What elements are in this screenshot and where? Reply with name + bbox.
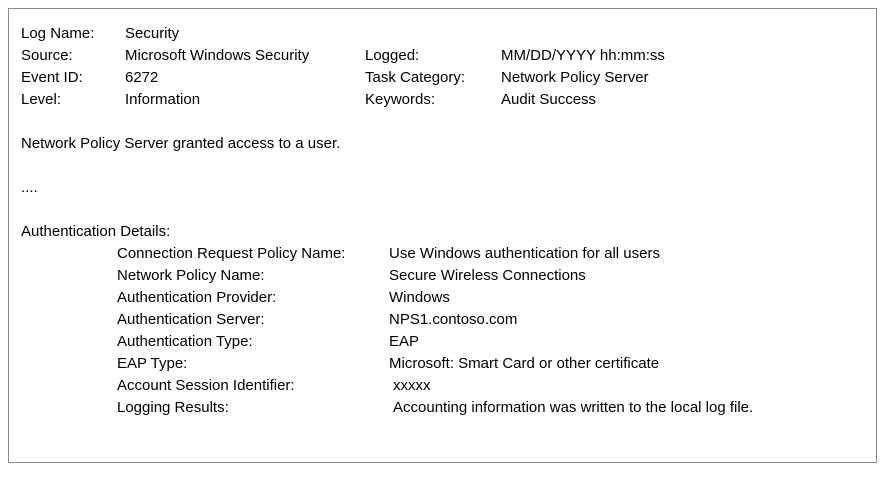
event-header-table — [21, 23, 665, 111]
eap-type-label: EAP Type: — [117, 355, 188, 372]
table-row — [117, 309, 753, 331]
authentication-provider-label: Authentication Provider: — [117, 289, 277, 306]
event-description: Network Policy Server granted access to a user. — [21, 135, 341, 152]
table-row — [117, 243, 753, 265]
connection-request-policy-name-label: Connection Request Policy Name: — [117, 245, 346, 262]
logging-results-value: Accounting information was written to the local log file. — [393, 399, 754, 416]
header-label-empty-1 — [365, 23, 501, 45]
account-session-identifier-value: xxxxx — [393, 377, 431, 394]
authentication-type-label: Authentication Type: — [117, 333, 253, 350]
task-category-value: Network Policy Server — [501, 69, 649, 86]
logged-value: MM/DD/YYYY hh:mm:ss — [501, 47, 665, 64]
table-row — [117, 287, 753, 309]
log-name-value: Security — [125, 25, 180, 42]
table-row — [21, 89, 665, 111]
table-row — [21, 45, 665, 67]
task-category-label: Task Category: — [365, 69, 466, 86]
event-details-panel — [8, 8, 877, 463]
event-ellipsis: .... — [21, 179, 38, 196]
source-value: Microsoft Windows Security — [125, 47, 310, 64]
blank-line — [21, 155, 866, 177]
connection-request-policy-name-value: Use Windows authentication for all users — [389, 245, 660, 262]
authentication-server-value: NPS1.contoso.com — [389, 311, 518, 328]
table-row — [117, 397, 753, 419]
keywords-label: Keywords: — [365, 91, 436, 108]
table-row — [117, 353, 753, 375]
logged-label: Logged: — [365, 47, 420, 64]
level-label: Level: — [21, 91, 62, 108]
event-id-label: Event ID: — [21, 69, 83, 86]
table-row — [117, 265, 753, 287]
authentication-server-label: Authentication Server: — [117, 311, 265, 328]
event-id-value: 6272 — [125, 69, 159, 86]
table-row — [21, 67, 665, 89]
network-policy-name-value: Secure Wireless Connections — [389, 267, 586, 284]
level-value: Information — [125, 91, 201, 108]
table-row — [21, 23, 665, 45]
account-session-identifier-label: Account Session Identifier: — [117, 377, 295, 394]
eap-type-value: Microsoft: Smart Card or other certificate — [389, 355, 660, 372]
keywords-value: Audit Success — [501, 91, 597, 108]
source-label: Source: — [21, 47, 73, 64]
network-policy-name-label: Network Policy Name: — [117, 267, 265, 284]
authentication-details-title: Authentication Details: — [21, 223, 171, 240]
logging-results-label: Logging Results: — [117, 399, 229, 416]
authentication-provider-value: Windows — [389, 289, 450, 306]
authentication-type-value: EAP — [389, 333, 420, 350]
log-name-label: Log Name: — [21, 25, 95, 42]
table-row — [117, 331, 753, 353]
header-value-empty-1 — [501, 23, 665, 45]
authentication-details-table — [117, 243, 753, 419]
table-row — [117, 375, 753, 397]
